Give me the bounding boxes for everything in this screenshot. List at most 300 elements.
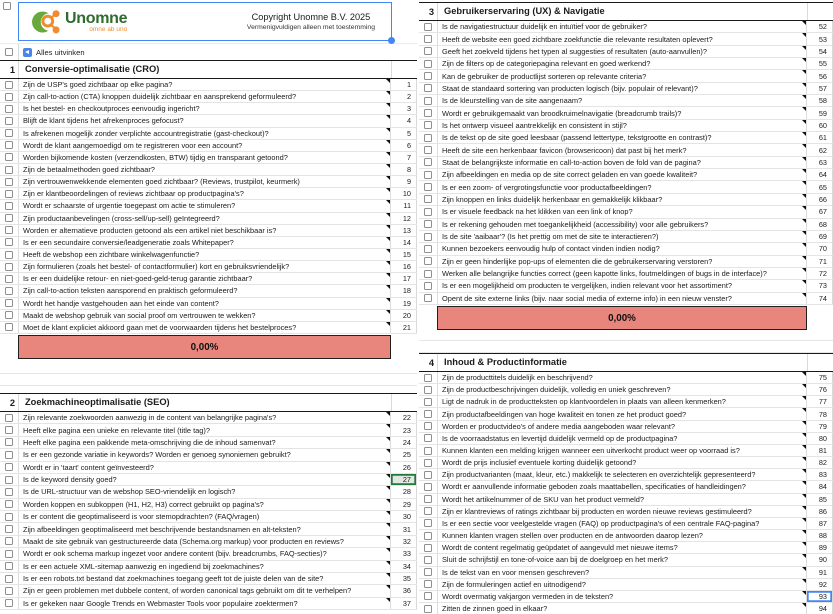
- checklist-row: [0, 200, 417, 212]
- item-number[interactable]: 83: [807, 469, 833, 480]
- item-checkbox[interactable]: [424, 495, 432, 503]
- item-number[interactable]: 88: [807, 530, 833, 541]
- question-cell[interactable]: [437, 530, 807, 541]
- checklist-row: [419, 372, 833, 384]
- item-checkbox[interactable]: [424, 580, 432, 588]
- question-cell[interactable]: [437, 58, 807, 69]
- item-checkbox[interactable]: [5, 263, 13, 271]
- question-cell[interactable]: [18, 462, 391, 473]
- item-question: Worden er productvideo's of andere media aangeboden waar relevant?: [442, 421, 675, 431]
- item-number[interactable]: 90: [807, 554, 833, 565]
- question-cell[interactable]: [18, 511, 391, 522]
- item-checkbox[interactable]: [424, 257, 432, 265]
- item-question: Kunnen klanten vragen stellen over producten en de antwoorden daarop lezen?: [442, 531, 703, 541]
- item-checkbox[interactable]: [424, 158, 432, 166]
- question-cell[interactable]: [437, 107, 807, 118]
- item-number[interactable]: 34: [391, 561, 417, 572]
- question-cell[interactable]: [437, 433, 807, 444]
- item-number[interactable]: 20: [391, 310, 417, 321]
- note-indicator-icon: [802, 591, 806, 595]
- item-checkbox[interactable]: [424, 447, 432, 455]
- question-cell[interactable]: [437, 157, 807, 168]
- item-number[interactable]: 52: [807, 21, 833, 32]
- item-checkbox[interactable]: [424, 233, 432, 241]
- question-cell[interactable]: [437, 21, 807, 32]
- item-number[interactable]: 89: [807, 542, 833, 553]
- question-cell[interactable]: [437, 457, 807, 468]
- item-checkbox[interactable]: [5, 513, 13, 521]
- question-cell[interactable]: [437, 567, 807, 578]
- checkbox-cell: [419, 243, 437, 254]
- question-cell[interactable]: [437, 169, 807, 180]
- item-checkbox[interactable]: [424, 23, 432, 31]
- question-cell[interactable]: [18, 536, 391, 547]
- item-number[interactable]: 60: [807, 120, 833, 131]
- checkbox-cell: [0, 200, 18, 211]
- item-number[interactable]: 61: [807, 132, 833, 143]
- item-number[interactable]: 86: [807, 506, 833, 517]
- item-checkbox[interactable]: [424, 532, 432, 540]
- question-cell[interactable]: [18, 103, 391, 114]
- question-cell[interactable]: [437, 46, 807, 57]
- item-checkbox[interactable]: [5, 117, 13, 125]
- item-number[interactable]: 69: [807, 231, 833, 242]
- question-cell[interactable]: [18, 437, 391, 448]
- item-number[interactable]: 37: [391, 598, 417, 609]
- item-number[interactable]: 57: [807, 83, 833, 94]
- checklist-row: [419, 384, 833, 396]
- question-cell[interactable]: [437, 181, 807, 192]
- question-cell[interactable]: [437, 132, 807, 143]
- question-cell[interactable]: [18, 523, 391, 534]
- checklist-row: [0, 322, 417, 334]
- item-number[interactable]: 6: [391, 140, 417, 151]
- question-cell[interactable]: [18, 91, 391, 102]
- note-indicator-icon: [386, 585, 390, 589]
- question-cell[interactable]: [437, 554, 807, 565]
- question-cell[interactable]: [437, 542, 807, 553]
- item-checkbox[interactable]: [5, 299, 13, 307]
- question-cell[interactable]: [18, 585, 391, 596]
- question-cell[interactable]: [437, 83, 807, 94]
- item-checkbox[interactable]: [5, 214, 13, 222]
- question-cell[interactable]: [437, 268, 807, 279]
- question-cell[interactable]: [437, 603, 807, 614]
- item-number[interactable]: 65: [807, 181, 833, 192]
- item-checkbox[interactable]: [424, 60, 432, 68]
- item-number[interactable]: 56: [807, 70, 833, 81]
- question-cell[interactable]: [437, 231, 807, 242]
- question-cell[interactable]: [18, 140, 391, 151]
- score-bar[interactable]: 0,00%: [437, 306, 807, 330]
- item-number[interactable]: 59: [807, 107, 833, 118]
- item-number[interactable]: 8: [391, 164, 417, 175]
- selection-handle[interactable]: [388, 37, 395, 44]
- item-checkbox[interactable]: [424, 398, 432, 406]
- item-checkbox[interactable]: [5, 500, 13, 508]
- note-indicator-icon: [802, 372, 806, 376]
- item-number[interactable]: 10: [391, 188, 417, 199]
- question-cell[interactable]: [437, 506, 807, 517]
- item-question: Is de tekst van en voor mensen geschreven?: [442, 567, 590, 577]
- question-cell[interactable]: [437, 70, 807, 81]
- question-cell[interactable]: [437, 95, 807, 106]
- checklist-row: [419, 194, 833, 206]
- item-checkbox[interactable]: [424, 294, 432, 302]
- item-number[interactable]: 79: [807, 421, 833, 432]
- question-cell[interactable]: [437, 469, 807, 480]
- item-checkbox[interactable]: [5, 451, 13, 459]
- item-checkbox[interactable]: [424, 220, 432, 228]
- item-checkbox[interactable]: [5, 476, 13, 484]
- checkbox-cell: [419, 33, 437, 44]
- item-question: Zijn productvarianten (maat, kleur, etc.) makkelijk te selecteren en overzichtelijk gepresenteerd?: [442, 470, 756, 480]
- item-checkbox[interactable]: [5, 226, 13, 234]
- checklist-row: [419, 457, 833, 469]
- item-number[interactable]: 29: [391, 499, 417, 510]
- question-cell[interactable]: [437, 243, 807, 254]
- item-number[interactable]: 62: [807, 144, 833, 155]
- note-indicator-icon: [386, 523, 390, 527]
- item-number[interactable]: 12: [391, 213, 417, 224]
- question-cell[interactable]: [18, 237, 391, 248]
- item-checkbox[interactable]: [424, 134, 432, 142]
- item-number[interactable]: 27: [391, 474, 417, 485]
- item-checkbox[interactable]: [424, 410, 432, 418]
- item-checkbox[interactable]: [424, 35, 432, 43]
- item-number[interactable]: 53: [807, 33, 833, 44]
- item-checkbox[interactable]: [5, 311, 13, 319]
- note-indicator-icon: [802, 70, 806, 74]
- item-checkbox[interactable]: [424, 109, 432, 117]
- item-checkbox[interactable]: [424, 592, 432, 600]
- item-number[interactable]: 84: [807, 481, 833, 492]
- item-checkbox[interactable]: [5, 190, 13, 198]
- item-checkbox[interactable]: [424, 245, 432, 253]
- item-checkbox[interactable]: [5, 414, 13, 422]
- item-checkbox[interactable]: [5, 153, 13, 161]
- question-cell[interactable]: [18, 285, 391, 296]
- checklist-row: [0, 249, 417, 261]
- item-question: Zijn de productbeschrijvingen duidelijk, volledig en uniek geschreven?: [442, 385, 671, 395]
- item-number[interactable]: 75: [807, 372, 833, 383]
- question-cell[interactable]: [437, 494, 807, 505]
- item-checkbox[interactable]: [424, 84, 432, 92]
- item-checkbox[interactable]: [5, 525, 13, 533]
- item-number[interactable]: 68: [807, 219, 833, 230]
- item-checkbox[interactable]: [5, 287, 13, 295]
- item-checkbox[interactable]: [5, 537, 13, 545]
- item-checkbox[interactable]: [424, 386, 432, 394]
- item-question: Zijn de formuleringen actief en uitnodigend?: [442, 579, 586, 589]
- question-cell[interactable]: [18, 128, 391, 139]
- item-number[interactable]: 81: [807, 445, 833, 456]
- item-checkbox[interactable]: [424, 519, 432, 527]
- item-number[interactable]: 33: [391, 548, 417, 559]
- question-cell[interactable]: [18, 499, 391, 510]
- item-number[interactable]: 3: [391, 103, 417, 114]
- item-number[interactable]: 4: [391, 115, 417, 126]
- question-cell[interactable]: [18, 548, 391, 559]
- question-cell[interactable]: [18, 273, 391, 284]
- item-number[interactable]: 92: [807, 579, 833, 590]
- uncheck-all-icon[interactable]: [23, 48, 32, 57]
- item-number[interactable]: 13: [391, 225, 417, 236]
- question-cell[interactable]: [18, 200, 391, 211]
- note-indicator-icon: [802, 83, 806, 87]
- item-checkbox[interactable]: [424, 97, 432, 105]
- checkbox-cell: [0, 164, 18, 175]
- item-checkbox[interactable]: [5, 550, 13, 558]
- brand-tagline: omne ab uno: [89, 25, 128, 33]
- item-checkbox[interactable]: [424, 483, 432, 491]
- item-number[interactable]: 11: [391, 200, 417, 211]
- question-cell[interactable]: [18, 474, 391, 485]
- question-cell[interactable]: [437, 445, 807, 456]
- spacer: [0, 360, 417, 393]
- item-checkbox[interactable]: [5, 129, 13, 137]
- uncheck-all-checkbox[interactable]: [5, 48, 13, 56]
- item-checkbox[interactable]: [5, 562, 13, 570]
- checkbox-cell: [419, 421, 437, 432]
- item-checkbox[interactable]: [424, 183, 432, 191]
- item-checkbox[interactable]: [5, 488, 13, 496]
- checkbox-cell: [0, 322, 18, 333]
- item-number[interactable]: 91: [807, 567, 833, 578]
- item-checkbox[interactable]: [424, 544, 432, 552]
- question-cell[interactable]: [437, 33, 807, 44]
- item-question: Moet de klant expliciet akkoord gaan met de voorwaarden tijdens het bestelproces?: [23, 322, 297, 332]
- item-number[interactable]: 28: [391, 486, 417, 497]
- question-cell[interactable]: [18, 79, 391, 90]
- item-number[interactable]: 15: [391, 249, 417, 260]
- checklist-row: [0, 79, 417, 91]
- item-number[interactable]: 77: [807, 396, 833, 407]
- item-number[interactable]: 31: [391, 523, 417, 534]
- question-cell[interactable]: [18, 115, 391, 126]
- item-question: Werken alle belangrijke functies correct (geen kapotte links, foutmeldingen of bugs in de interface)?: [442, 269, 767, 279]
- question-cell[interactable]: [437, 256, 807, 267]
- item-checkbox[interactable]: [424, 208, 432, 216]
- question-cell[interactable]: [18, 573, 391, 584]
- item-checkbox[interactable]: [5, 93, 13, 101]
- question-cell[interactable]: [437, 144, 807, 155]
- item-checkbox[interactable]: [5, 426, 13, 434]
- item-checkbox[interactable]: [5, 599, 13, 607]
- item-question: Is de URL-structuur van de webshop SEO-vriendelijk en logisch?: [23, 487, 236, 497]
- checklist-row: [0, 561, 417, 573]
- question-cell[interactable]: [437, 372, 807, 383]
- question-cell[interactable]: [437, 219, 807, 230]
- item-number[interactable]: 24: [391, 437, 417, 448]
- item-checkbox[interactable]: [5, 323, 13, 331]
- checklist-row: [0, 437, 417, 449]
- item-checkbox[interactable]: [5, 238, 13, 246]
- item-number[interactable]: 72: [807, 268, 833, 279]
- item-checkbox[interactable]: [5, 166, 13, 174]
- item-checkbox[interactable]: [424, 568, 432, 576]
- question-cell[interactable]: [18, 424, 391, 435]
- question-cell[interactable]: [18, 561, 391, 572]
- item-checkbox[interactable]: [424, 459, 432, 467]
- question-cell[interactable]: [18, 152, 391, 163]
- item-checkbox[interactable]: [424, 195, 432, 203]
- section-rows: [0, 412, 417, 610]
- checklist-row: [419, 530, 833, 542]
- question-cell[interactable]: [437, 408, 807, 419]
- question-cell[interactable]: [18, 412, 391, 423]
- question-cell[interactable]: [437, 194, 807, 205]
- checklist-row: [419, 83, 833, 95]
- question-cell[interactable]: [18, 322, 391, 333]
- item-number[interactable]: 93: [807, 591, 833, 602]
- item-number[interactable]: 32: [391, 536, 417, 547]
- item-checkbox[interactable]: [424, 121, 432, 129]
- item-number[interactable]: 85: [807, 494, 833, 505]
- item-number[interactable]: 58: [807, 95, 833, 106]
- item-number[interactable]: 22: [391, 412, 417, 423]
- question-cell[interactable]: [18, 486, 391, 497]
- question-cell[interactable]: [18, 449, 391, 460]
- item-number[interactable]: 64: [807, 169, 833, 180]
- item-number[interactable]: 26: [391, 462, 417, 473]
- checkbox-cell: [419, 518, 437, 529]
- question-cell[interactable]: [437, 481, 807, 492]
- question-cell[interactable]: [18, 298, 391, 309]
- item-number[interactable]: 9: [391, 176, 417, 187]
- item-number[interactable]: 63: [807, 157, 833, 168]
- item-question: Is er een gezonde variatie in keywords? Worden er genoeg synoniemen gebruikt?: [23, 450, 291, 460]
- item-number[interactable]: 30: [391, 511, 417, 522]
- item-number[interactable]: 87: [807, 518, 833, 529]
- note-indicator-icon: [386, 474, 390, 478]
- item-checkbox[interactable]: [5, 105, 13, 113]
- item-number[interactable]: 25: [391, 449, 417, 460]
- checklist-row: [0, 261, 417, 273]
- item-checkbox[interactable]: [5, 141, 13, 149]
- header-row-checkbox[interactable]: [3, 2, 11, 10]
- item-number[interactable]: 2: [391, 91, 417, 102]
- question-cell[interactable]: [437, 591, 807, 602]
- item-number[interactable]: 66: [807, 194, 833, 205]
- item-number[interactable]: 18: [391, 285, 417, 296]
- item-number[interactable]: 78: [807, 408, 833, 419]
- item-checkbox[interactable]: [5, 575, 13, 583]
- question-cell[interactable]: [437, 384, 807, 395]
- item-checkbox[interactable]: [424, 434, 432, 442]
- item-number[interactable]: 82: [807, 457, 833, 468]
- item-number[interactable]: 55: [807, 58, 833, 69]
- question-cell[interactable]: [437, 396, 807, 407]
- checklist-row: [419, 494, 833, 506]
- checklist-row: [419, 107, 833, 119]
- question-cell[interactable]: [18, 261, 391, 272]
- item-checkbox[interactable]: [424, 471, 432, 479]
- item-number[interactable]: 21: [391, 322, 417, 333]
- question-cell[interactable]: [437, 293, 807, 304]
- item-checkbox[interactable]: [424, 374, 432, 382]
- item-number[interactable]: 23: [391, 424, 417, 435]
- item-number[interactable]: 94: [807, 603, 833, 614]
- item-checkbox[interactable]: [5, 463, 13, 471]
- note-indicator-icon: [386, 103, 390, 107]
- checkbox-cell: [0, 285, 18, 296]
- question-cell[interactable]: [437, 518, 807, 529]
- question-cell[interactable]: [437, 206, 807, 217]
- item-number[interactable]: 5: [391, 128, 417, 139]
- question-cell[interactable]: [18, 225, 391, 236]
- header-image[interactable]: [18, 2, 392, 41]
- item-number[interactable]: 7: [391, 152, 417, 163]
- question-cell[interactable]: [437, 120, 807, 131]
- item-checkbox[interactable]: [5, 587, 13, 595]
- question-cell[interactable]: [437, 579, 807, 590]
- checklist-row: [419, 293, 833, 305]
- item-number[interactable]: 74: [807, 293, 833, 304]
- item-checkbox[interactable]: [424, 146, 432, 154]
- note-indicator-icon: [802, 194, 806, 198]
- item-number[interactable]: 14: [391, 237, 417, 248]
- question-cell[interactable]: [18, 164, 391, 175]
- item-number[interactable]: 19: [391, 298, 417, 309]
- item-number[interactable]: 54: [807, 46, 833, 57]
- item-number[interactable]: 1: [391, 79, 417, 90]
- item-checkbox[interactable]: [424, 556, 432, 564]
- question-cell[interactable]: [18, 188, 391, 199]
- item-checkbox[interactable]: [5, 178, 13, 186]
- item-checkbox[interactable]: [424, 47, 432, 55]
- item-checkbox[interactable]: [5, 251, 13, 259]
- item-checkbox[interactable]: [5, 438, 13, 446]
- item-number[interactable]: 76: [807, 384, 833, 395]
- item-number[interactable]: 70: [807, 243, 833, 254]
- checklist-row: [419, 132, 833, 144]
- item-question: Heeft de website een goed zichtbare zoekfunctie die relevante resultaten oplevert?: [442, 34, 713, 44]
- item-checkbox[interactable]: [424, 270, 432, 278]
- question-cell[interactable]: [18, 310, 391, 321]
- item-number[interactable]: 16: [391, 261, 417, 272]
- item-checkbox[interactable]: [424, 507, 432, 515]
- question-cell[interactable]: [18, 213, 391, 224]
- checkbox-cell: [0, 548, 18, 559]
- item-checkbox[interactable]: [424, 282, 432, 290]
- item-checkbox[interactable]: [424, 72, 432, 80]
- question-cell[interactable]: [18, 249, 391, 260]
- item-number[interactable]: 36: [391, 585, 417, 596]
- score-bar[interactable]: 0,00%: [18, 335, 391, 359]
- checkbox-cell: [0, 152, 18, 163]
- item-checkbox[interactable]: [5, 81, 13, 89]
- item-number[interactable]: 35: [391, 573, 417, 584]
- question-cell[interactable]: [437, 421, 807, 432]
- note-indicator-icon: [386, 462, 390, 466]
- question-cell[interactable]: [18, 176, 391, 187]
- item-checkbox[interactable]: [424, 605, 432, 613]
- question-cell[interactable]: [437, 280, 807, 291]
- item-checkbox[interactable]: [5, 202, 13, 210]
- item-number[interactable]: 73: [807, 280, 833, 291]
- item-checkbox[interactable]: [424, 422, 432, 430]
- item-number[interactable]: 17: [391, 273, 417, 284]
- note-indicator-icon: [386, 322, 390, 326]
- question-cell[interactable]: [18, 598, 391, 609]
- item-number[interactable]: 67: [807, 206, 833, 217]
- item-checkbox[interactable]: [5, 275, 13, 283]
- note-indicator-icon: [802, 579, 806, 583]
- item-number[interactable]: 71: [807, 256, 833, 267]
- item-number[interactable]: 80: [807, 433, 833, 444]
- item-checkbox[interactable]: [424, 171, 432, 179]
